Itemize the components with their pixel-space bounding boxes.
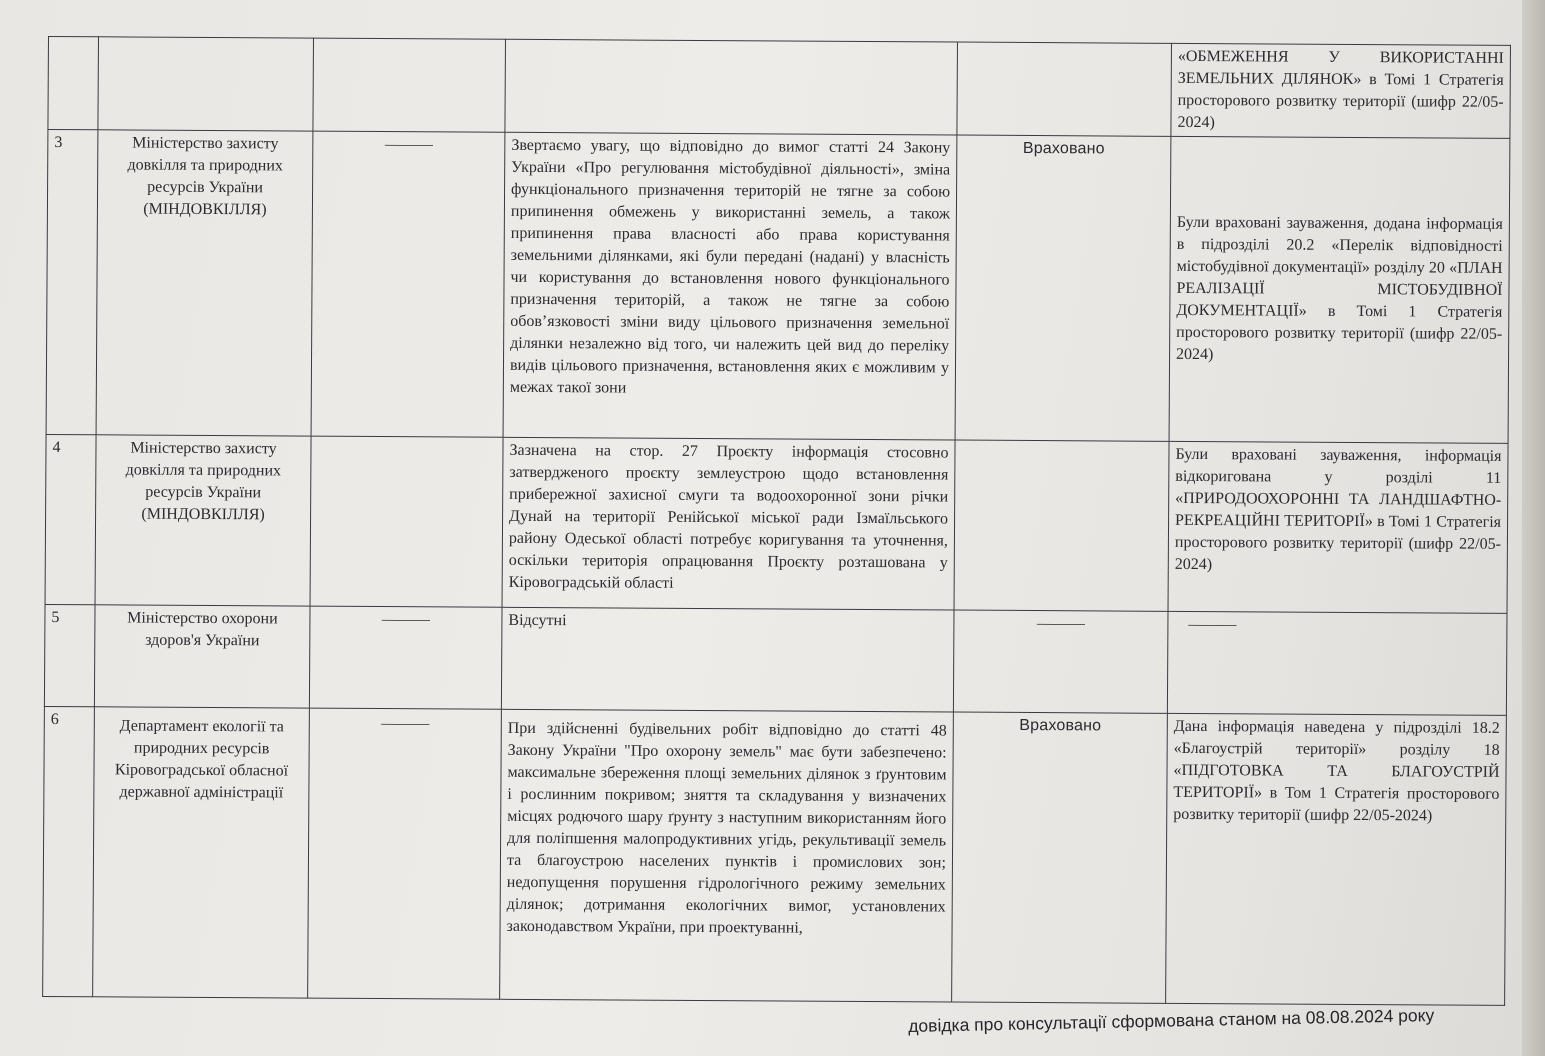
column-3-cell: ———	[311, 131, 505, 437]
column-3-cell	[313, 38, 506, 132]
row-number	[48, 37, 99, 130]
proposal-cell	[505, 39, 958, 135]
status-cell	[957, 42, 1172, 136]
answer-cell: «ОБМЕЖЕННЯ У ВИКОРИСТАННІ ЗЕМЕЛЬНИХ ДІЛЯНОК» в Томі 1 Стратегія просторового розвитку території (шифр 22/05-2024)	[1171, 43, 1511, 138]
table-row	[43, 706, 1507, 1005]
proposal-cell: При здійсненні будівельних робіт відповідно до статті 48 Закону України "Про охорону земель" має бути забезпечено: максимальне збереження площі земельних ділянок з ґрунтовим і рослинним покривом; зняття та складування у визначених місцях родючого шару ґрунту з наступним використанням його для поліпшення малопродуктивних угідь, рекультивації земель та благоустрою населених пунктів і промислових зон; недопущення порушення гідрологічного режиму земельних ділянок; дотримання екологічних вимог, установлених законодавством України, при проектуванні,	[500, 709, 954, 1002]
column-3-cell: ———	[309, 606, 502, 709]
organization-cell: Міністерство охорони здоров'я України	[94, 605, 310, 708]
organization-cell: Міністерство захисту довкілля та природних ресурсів України (МІНДОВКІЛЛЯ)	[95, 435, 311, 606]
answer-cell: Дана інформація наведена у підрозділі 18.2 «Благоустрій території» розділу 18 «ПІДГОТОВКА ТА БЛАГОУСТРІЙ ТЕРИТОРІЇ» в Том 1 Стратегія просторового розвитку території (шифр 22/05-2024)	[1166, 713, 1507, 1005]
row-number: 3	[46, 130, 98, 435]
organization-cell	[98, 37, 314, 131]
status-cell	[955, 135, 1171, 441]
organization-cell: Міністерство захисту довкілля та природних ресурсів України (МІНДОВКІЛЛЯ)	[96, 130, 313, 436]
table-row	[45, 434, 1508, 613]
status-cell: ———	[953, 610, 1168, 713]
status-cell	[954, 440, 1169, 611]
row-number: 6	[43, 706, 95, 996]
table-row	[48, 37, 1511, 139]
footer-note: довідка про консультації сформована станом на 08.08.2024 року	[908, 1004, 1435, 1036]
table-row	[46, 130, 1510, 444]
answer-cell: ———	[1167, 611, 1507, 715]
answer-text: Були враховані зауваження, додана інформація в підрозділі 20.2 «Перелік відповідності містобудівної документації» розділу 20 «ПЛАН РЕАЛІЗАЦІЇ МІСТОБУДІВНОЇ ДОКУМЕНТАЦІЇ» в Томі 1 Стратегія просторового розвитку території (шифр 22/05-2024)	[1176, 213, 1503, 364]
row-number: 4	[45, 434, 96, 604]
proposal-cell: Відсутні	[501, 607, 954, 712]
page-edge	[1522, 0, 1545, 1056]
status-cell	[952, 712, 1168, 1003]
row-number: 5	[44, 604, 95, 706]
column-3-cell: ———	[308, 708, 502, 999]
answer-cell	[1169, 136, 1510, 443]
proposal-cell: Звертаємо увагу, що відповідно до вимог статті 24 Закону України «Про регулювання містобудівної діяльності», зміна функціонального призначення територій не тягне за собою припинення обмежень у використанні земель, а також припинення права власності або права користування земельними ділянками, які були передані (надані) у власність чи користування до встановлення нового функціонального призначення територій, а також не тягне за собою обов’язковості зміни виду цільового призначення земельної ділянки незалежно від того, чи належить цей вид до переліку видів цільового призначення, встановлення яких є можливим у межах такої зони	[503, 132, 957, 440]
column-3-cell	[310, 436, 503, 607]
organization-cell: Департамент екології та природних ресурсів Кіровоградської обласної державної адміністрації	[93, 707, 310, 998]
consultation-table	[42, 36, 1511, 1006]
proposal-cell: Зазначена на стор. 27 Проєкту інформація стосовно затвердженого проєкту землеустрою щодо встановлення прибережної захисної смуги та водоохоронної зони річки Дунай на території Ренійської міської ради Ізмаїльського району Одеської області потребує коригування та уточнення, оскільки територія опрацювання Проєкту розташована у Кіровоградській області	[502, 437, 955, 610]
table-row	[44, 604, 1507, 715]
status-text: Враховано	[1022, 139, 1105, 158]
status-text: Враховано	[1019, 716, 1102, 735]
answer-cell: Були враховані зауваження, інформація відкоригована у розділі 11 «ПРИРОДООХОРОННІ ТА ЛАНДШАФТНО-РЕКРЕАЦІЙНІ ТЕРИТОРІЇ» в Томі 1 Стратегія просторового розвитку території (шифр 22/05-2024)	[1168, 441, 1508, 613]
